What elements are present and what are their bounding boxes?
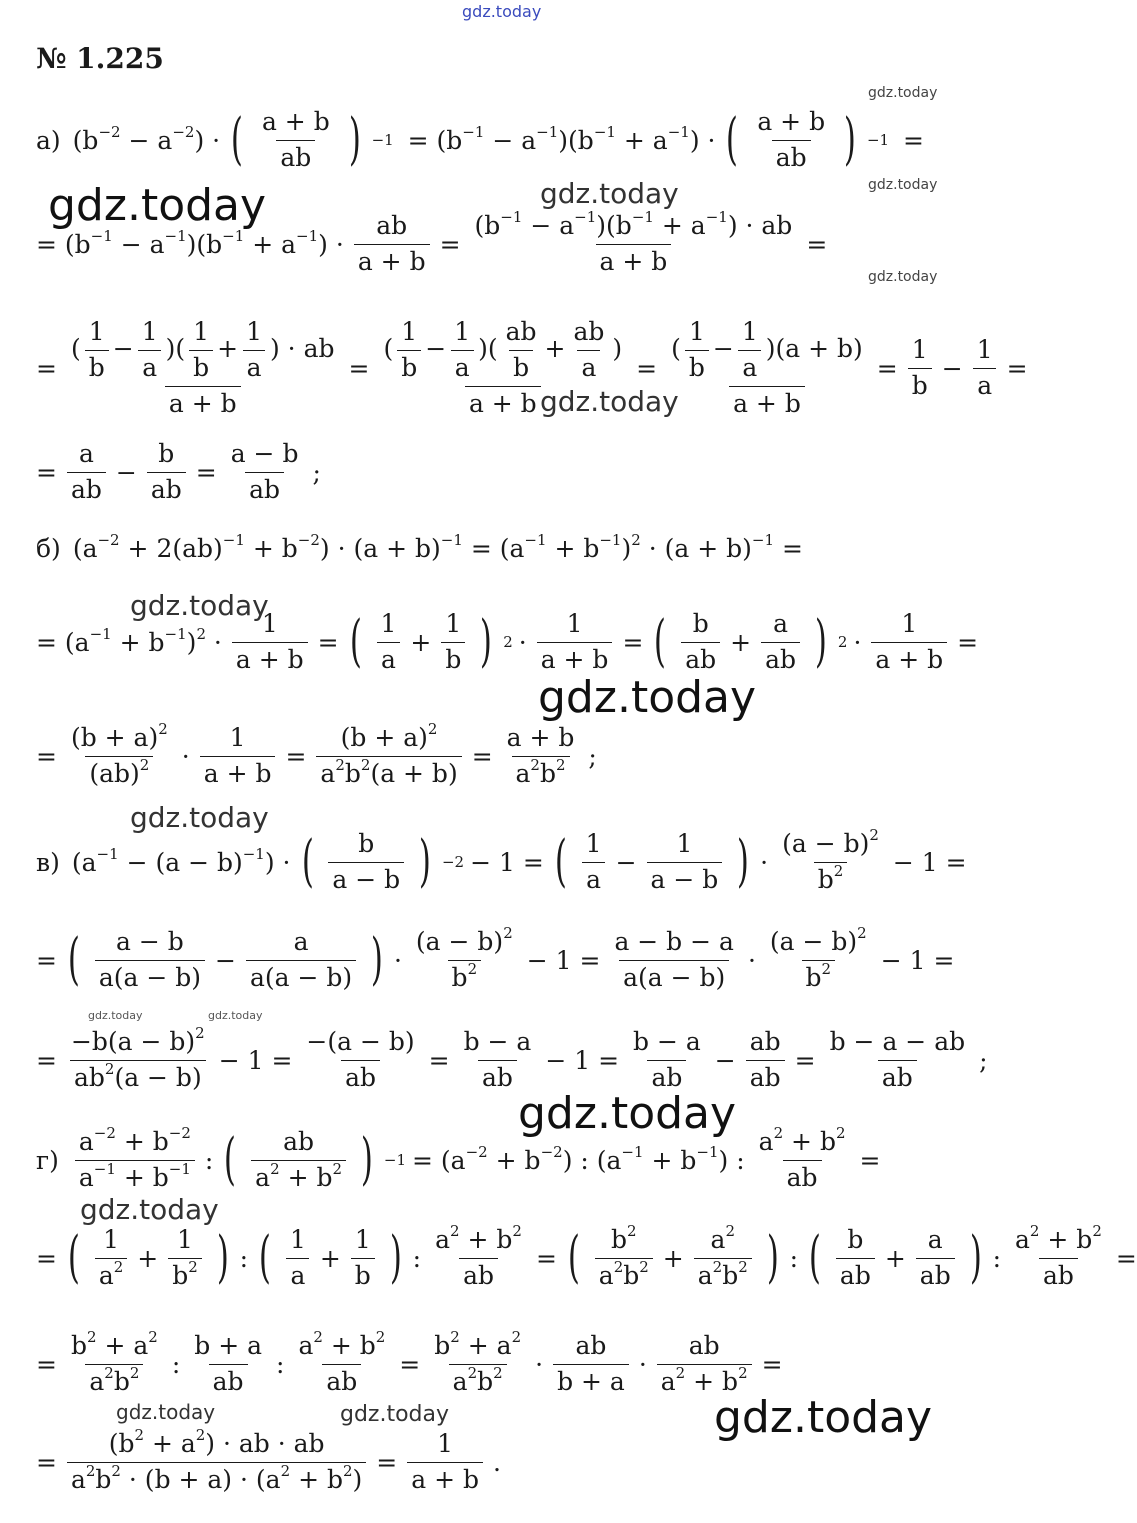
part-b-line-3: = $\frac{(b + a)^2}{(ab)^2}$ · $\frac{1}{a + b}$ = $\frac{(b + a)^2}{a^2b^2(a + b)}$ = $\frac{a + b}{a^2b^2}$ ; [36, 720, 597, 788]
problem-number: № 1.225 [36, 42, 164, 75]
part-g-line-1: г) $\frac{a^{-2} + b^{-2}}{a^{-1} + b^{-1}}$ : ( $\frac{ab}{a^2 + b^2}$ ) −1 = $(a^{-2} + b^{-2})$ : $(a^{-1} + b^{-1})$ : $\frac{a^2 + b^2}{ab}$ = [36, 1124, 881, 1193]
part-b-line-1: б) $(a^{-2} + 2(ab)^{-1} + b^{-2}) \cdot (a + b)^{-1} = (a^{-1} + b^{-1})^2 \cdot (a + b)^{-1}$ = [36, 531, 803, 563]
watermark: gdz.today [116, 1400, 216, 1424]
watermark: gdz.today [540, 385, 679, 418]
part-v-line-1: в) $(a^{-1} - (a - b)^{-1})$ · ( $\frac{b}{a - b}$ ) −2 − 1 = ( $\frac{1}{a}$ − $\frac{1}{a - b}$ ) · $\frac{(a - b)^2}{b^2}$ − 1 = [36, 826, 967, 895]
watermark: gdz.today [518, 1088, 737, 1139]
watermark: gdz.today [868, 269, 938, 285]
watermark: gdz.today [130, 801, 269, 834]
watermark-top: gdz.today [462, 2, 542, 21]
watermark: gdz.today [80, 1193, 219, 1226]
part-g-line-3: = $\frac{b^2 + a^2}{a^2b^2}$ : $\frac{b + a}{ab}$ : $\frac{a^2 + b^2}{ab}$ = $\frac{b^2 + a^2}{a^2b^2}$ · $\frac{ab}{b + a}$ · $\frac{ab}{a^2 + b^2}$ = [36, 1328, 783, 1396]
part-v-label: в) [36, 847, 60, 877]
part-g-label: г) [36, 1145, 59, 1175]
watermark: gdz.today [130, 589, 269, 622]
part-a-line-2: = $(b^{-1} - a^{-1})(b^{-1} + a^{-1})$ · $\frac{ab}{a + b}$ = $\frac{(b^{-1} - a^{-1})(b^{-1} + a^{-1}) \cdot ab}{a + b}$ = [36, 208, 828, 276]
part-g-line-4: = $\frac{(b^2 + a^2) \cdot ab \cdot ab}{a^2b^2 \cdot (b + a) \cdot (a^2 + b^2)}$ = $\frac{1}{a + b}$ . [36, 1426, 501, 1494]
part-v-line-3: = $\frac{-b(a - b)^2}{ab^2(a - b)}$ − 1 = $\frac{-(a - b)}{ab}$ = $\frac{b - a}{ab}$ − 1 = $\frac{b - a}{ab}$ − $\frac{ab}{ab}$ = $\frac{b - a - ab}{ab}$ ; [36, 1024, 988, 1092]
part-b-line-2: = $(a^{-1} + b^{-1})^2$ · $\frac{1}{a + b}$ = ( $\frac{1}{a}$ + $\frac{1}{b}$ ) 2 · $\frac{1}{a + b}$ = ( $\frac{b}{ab}$ + $\frac{a}{ab}$ ) 2 · $\frac{1}{a + b}$ = [36, 609, 979, 675]
watermark: gdz.today [538, 672, 757, 723]
watermark: gdz.today [208, 1009, 263, 1022]
watermark: gdz.today [48, 180, 267, 231]
part-a-line-4: = $\frac{a}{ab}$ − $\frac{b}{ab}$ = $\frac{a - b}{ab}$ ; [36, 439, 321, 504]
watermark: gdz.today [868, 177, 938, 193]
part-v-line-2: = ( $\frac{a - b}{a(a - b)}$ − $\frac{a}{a(a - b)}$ ) · $\frac{(a - b)^2}{b^2}$ − 1 = $\frac{a - b - a}{a(a - b)}$ · $\frac{(a - b)^2}{b^2}$ − 1 = [36, 924, 955, 993]
part-a-label: а) [36, 125, 61, 155]
part-b-label: б) [36, 534, 61, 563]
watermark: gdz.today [714, 1392, 933, 1443]
watermark: gdz.today [88, 1009, 143, 1022]
part-a-line-1: а) $(b^{-2} - a^{-2})$ · ( $\frac{a + b}{ab}$ ) −1 = $(b^{-1} - a^{-1})(b^{-1} + a^{-1})$ · ( $\frac{a + b}{ab}$ ) −1 = [36, 107, 924, 173]
watermark: gdz.today [868, 85, 938, 101]
part-g-line-2: = ( $\frac{1}{a^2}$ + $\frac{1}{b^2}$ ) : ( $\frac{1}{a}$ + $\frac{1}{b}$ ) : $\frac{a^2 + b^2}{ab}$ = ( $\frac{b^2}{a^2b^2}$ + $\frac{a^2}{a^2b^2}$ ) : ( $\frac{b}{ab}$ + $\frac{a}{ab}$ ) : $\frac{a^2 + b^2}{ab}$ = [36, 1222, 1137, 1291]
watermark: gdz.today [340, 1402, 450, 1427]
part-a-line-3: = ( $\frac{1}{b}$ − $\frac{1}{a}$ )( $\frac{1}{b}$ + $\frac{1}{a}$ ) · ab a + b = ( $\frac{1}{b}$ − $\frac{1}{a}$ )( $\frac{ab}{b}$ + $\frac{ab}{a}$ ) a + b = ( $\frac{1}{b}$ − $\frac{1}{a}$ )(a + b) a + b = $\frac{1}{b}$ − $\frac{1}{a}$ = [36, 317, 1028, 418]
watermark: gdz.today [540, 177, 679, 210]
